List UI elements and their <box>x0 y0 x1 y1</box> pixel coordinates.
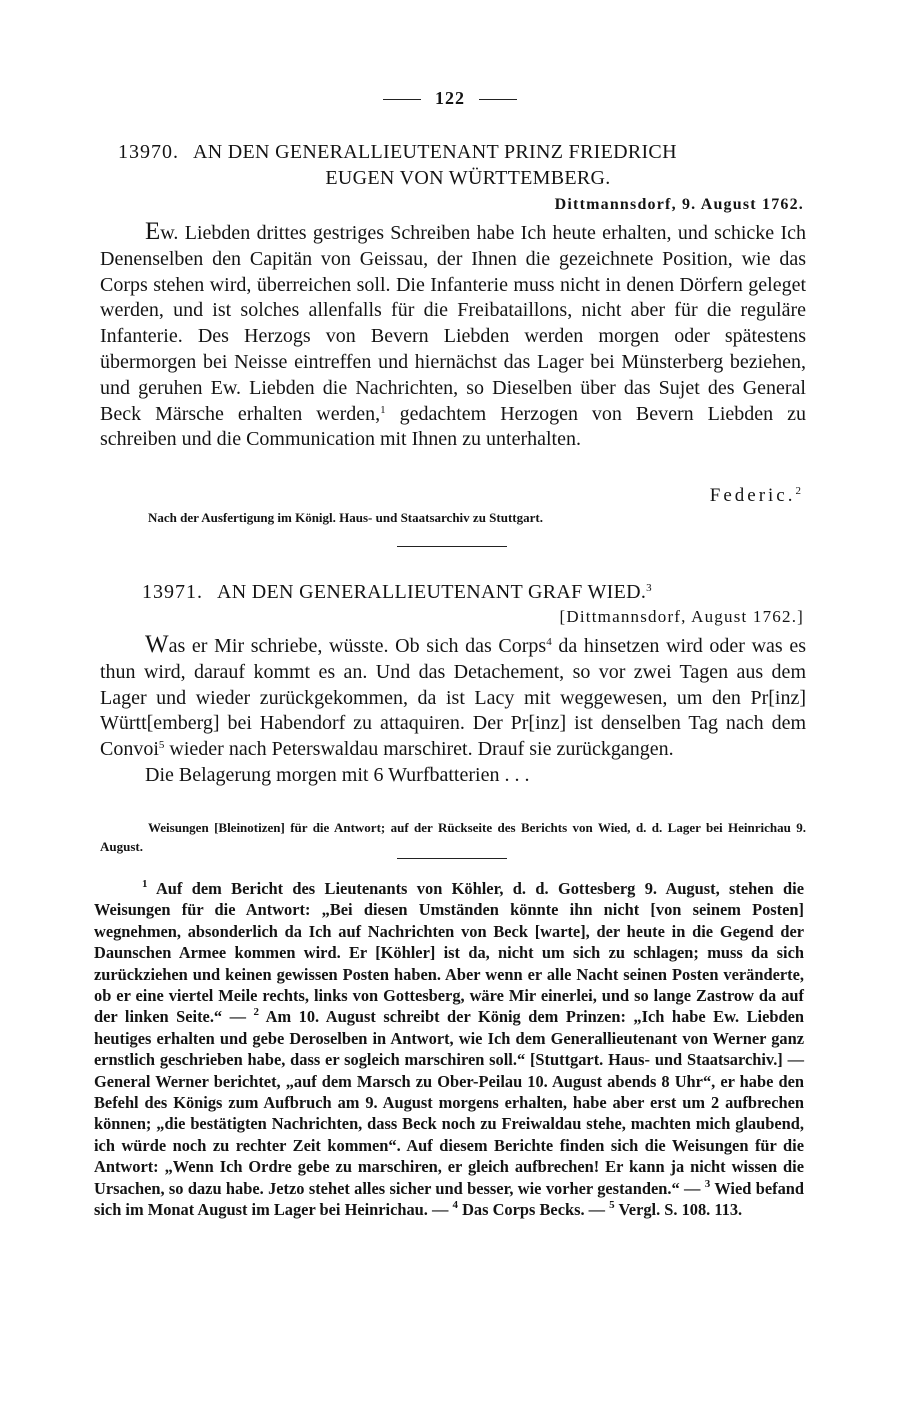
footnotes <box>94 878 804 1221</box>
letter-13970-source-note: Nach der Ausfertigung im Königl. Haus- und Staatsarchiv zu Stuttgart. <box>148 510 543 525</box>
right-dash <box>479 99 517 100</box>
footnote-4-mark: 4 <box>452 1199 458 1212</box>
letter-13970-dateline: Dittmannsdorf, 9. August 1762. <box>554 196 804 213</box>
page-number: 122 <box>435 88 465 108</box>
letter-13970-heading <box>118 139 808 191</box>
footnote-ref-3: 3 <box>646 582 652 594</box>
left-dash <box>383 99 421 100</box>
letter-13971-paragraph-1: Was er Mir schriebe, wüsste. Ob sich das Corps$^4$ da hinsetzen wird oder was es thun wird, darauf kommt es an. Und das Detachement, so vor zwei Tagen aus dem Lager und wieder zurückgekommen, da ist Lacy mit weggewesen, um den Pr[inz] Württ[emberg] bei Habendorf zu attaquiren. Der Pr[inz] ist denselben Tag nach dem Convoi$^5$ wieder nach Peterswaldau marschiret. Drauf sie zurückgangen. <box>100 631 807 761</box>
footnote-1-text: Auf dem Bericht des Lieutenants von Köhler, d. d. Gottesberg 9. August, stehen die Weisungen für die Antwort: „Bei diesen Umständen könnte ihn nicht [von seinem Posten] wegnehmen, absonderlich da Ich auf Nachrichten von Beck [warte], der heute in die Gegend der Daunschen Armee kommen wird. Er [Köhler] ist da, nicht um sich zu schlagen; muss da sich zurückziehen und keinen gewissen Posten haben. Aber wenn er alle Nacht seinen Posten veränderte, ob er eine viertel Meile rechts, links von Gottesberg, wäre Mir einerlei, und so lange Zastrow da auf der linken Seite.“ — <box>94 879 804 1027</box>
page-number-header <box>0 88 900 109</box>
footnote-4-text: Das Corps Becks. — <box>457 1200 610 1220</box>
footnote-ref-1: 1 <box>380 403 386 416</box>
letter-13971-number: 13971. <box>142 581 203 603</box>
footnote-1-mark: 1 <box>142 878 148 890</box>
separator-rule <box>397 546 507 547</box>
signature: Federic.$^2$ <box>709 485 804 506</box>
letter-13970-title-line2: EUGEN VON WÜRTTEMBERG. <box>325 167 611 189</box>
footnote-ref-5: 5 <box>158 739 165 752</box>
letter-13971-body <box>100 632 806 789</box>
footnote-2-text: Am 10. August schreibt der König dem Prinzen: „Ich habe Ew. Liebden heutiges erhalten und gebe Deroselben in Antwort, wie Ich dem Generallieutenant von Werner ganz ernstlich geschrieben habe, dass er sogleich marschiren soll.“ [Stuttgart. Haus- und Staatsarchiv.] — General Werner berichtet, „auf dem Marsch zu Ober-Peilau 10. August abends 8 Uhr“, er habe den Befehl des Königs zum Aufbruch am 9. August morgens erhalten, habe aber erst um 2 aufbrechen können; „die bestätigten Nachrichten, dass Beck noch zu Freiwaldau stehe, machten mich glaubend, ich würde noch zu rechter Zeit kommen“. Auf diesem Berichte finden sich die Weisungen für die Antwort: „Wenn Ich Ordre gebe zu marschiren, er gleich aufbrechen! Er kann ja nicht wissen die Ursachen, so dazu habe. Jetzo stehet alles sicher und besser, wie vorher gestanden.“ — <box>94 1007 805 1198</box>
footnote-ref-4: 4 <box>546 636 552 648</box>
letter-13971-source-note: Weisungen [Bleinotizen] für die Antwort; auf der Rückseite des Berichts von Wied, d. d. Lager bei Heinrichau 9. August. <box>100 820 806 854</box>
letter-13970-number: 13970. <box>118 141 179 163</box>
footnotes-paragraph <box>94 878 804 1221</box>
drop-letter: W <box>145 631 169 658</box>
letter-13970-paragraph: Ew. Liebden drittes gestriges Schreiben habe Ich heute erhalten, und schicke Ich Denenselben den Capitän von Geissau, der Ihnen die gezeichnete Position, wie das Corps stehen wird, überreichen soll. Die Infanterie muss nicht in denen Dörfern geleget werden, und ist solches allenfalls für die Freibataillons, nicht aber für die reguläre Infanterie. Des Herzogs von Bevern Liebden werden morgen oder spätestens übermorgen bei Neisse eintreffen und hiernächst das Lager bei Münsterberg beziehen, und geruhen Ew. Liebden die Nachrichten, so Dieselben über das Sujet des General Beck Märsche erhalten werden,$^1$ gedachtem Herzogen von Bevern Liebden zu schreiben und die Communication mit Ihnen zu unterhalten. <box>100 218 806 451</box>
footnote-3-mark: 3 <box>704 1177 711 1190</box>
letter-13971-title: AN DEN GENERALLIEUTENANT GRAF WIED. <box>217 581 647 603</box>
footnote-2-mark: 2 <box>253 1006 260 1019</box>
footnote-3-text: Wied befand sich im Monat August im Lager bei Heinrichau. — <box>94 1178 804 1220</box>
drop-letter: E <box>145 218 161 245</box>
footnote-separator-rule <box>397 858 507 859</box>
footnote-5-mark: 5 <box>609 1199 615 1212</box>
footnote-5-text: Vergl. S. 108. 113. <box>614 1200 743 1220</box>
letter-13971-dateline: [Dittmannsdorf, August 1762.] <box>559 607 804 626</box>
letter-13971-paragraph-2: Die Belagerung morgen mit 6 Wurfbatterien . . . <box>145 763 530 786</box>
letter-13970-body <box>100 219 806 453</box>
footnote-ref-2: 2 <box>795 485 804 497</box>
letter-13970-title-line1: AN DEN GENERALLIEUTENANT PRINZ FRIEDRICH <box>193 141 677 163</box>
letter-13971-heading <box>142 579 822 605</box>
